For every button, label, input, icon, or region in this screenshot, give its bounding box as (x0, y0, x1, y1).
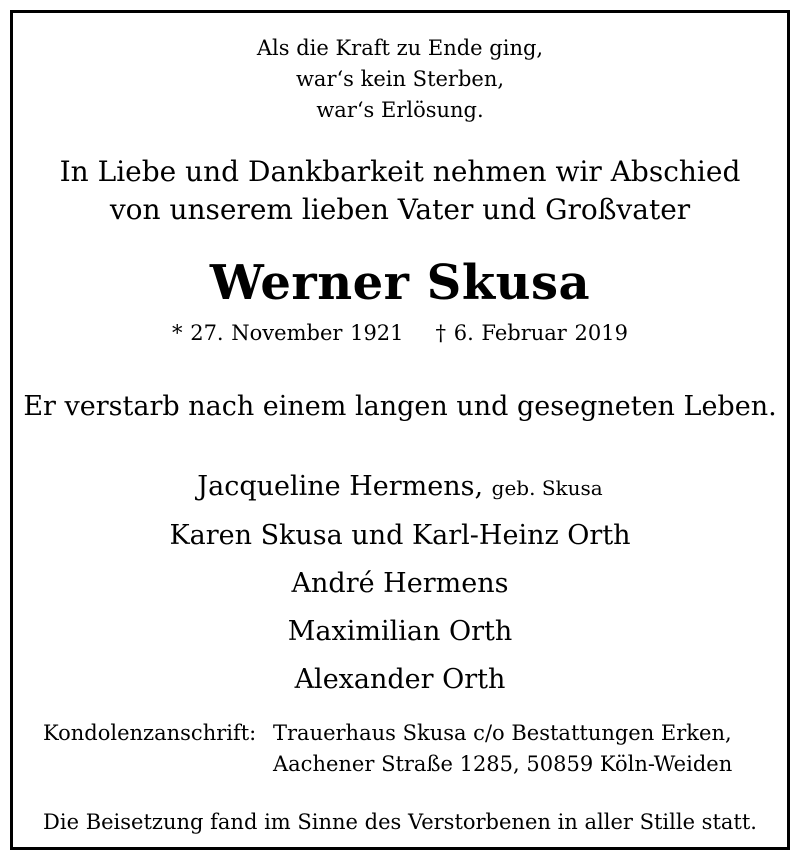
family-member-name: Maximilian Orth (287, 616, 513, 647)
intro-line: von unserem lieben Vater und Großvater (109, 193, 691, 226)
death-date: † 6. Februar 2019 (435, 321, 628, 345)
closing-note: Die Beisetzung fand im Sinne des Verstorbenen in aller Stille statt. (43, 810, 757, 834)
obituary-notice (10, 10, 790, 850)
deceased-name: Werner Skusa (209, 255, 591, 311)
address-lines (273, 718, 732, 780)
statement: Er verstarb nach einem langen und gesegneten Leben. (23, 391, 777, 422)
family-member-name: Jacqueline Hermens, (197, 471, 484, 502)
intro-line: In Liebe und Dankbarkeit nehmen wir Abschied (59, 155, 741, 188)
family-member-name: André Hermens (291, 568, 509, 599)
poem-line: war‘s kein Sterben, (295, 67, 505, 91)
family-member (13, 560, 787, 608)
family-member (13, 608, 787, 656)
poem-line: Als die Kraft zu Ende ging, (256, 36, 544, 60)
intro-text (13, 153, 787, 229)
family-list (13, 463, 787, 704)
family-member-suffix: geb. Skusa (491, 476, 603, 500)
life-dates (13, 318, 787, 348)
family-member-name: Alexander Orth (294, 664, 506, 695)
poem-line: war‘s Erlösung. (316, 98, 484, 122)
birth-date: * 27. November 1921 (172, 321, 404, 345)
family-member (13, 463, 787, 512)
family-member-name: Karen Skusa und Karl-Heinz Orth (169, 520, 631, 551)
family-member (13, 656, 787, 704)
address-line: Aachener Straße 1285, 50859 Köln-Weiden (273, 752, 733, 776)
family-member (13, 512, 787, 560)
address-line: Trauerhaus Skusa c/o Bestattungen Erken, (273, 721, 732, 745)
address-label: Kondolenzanschrift: (43, 721, 257, 745)
poem (13, 33, 787, 126)
